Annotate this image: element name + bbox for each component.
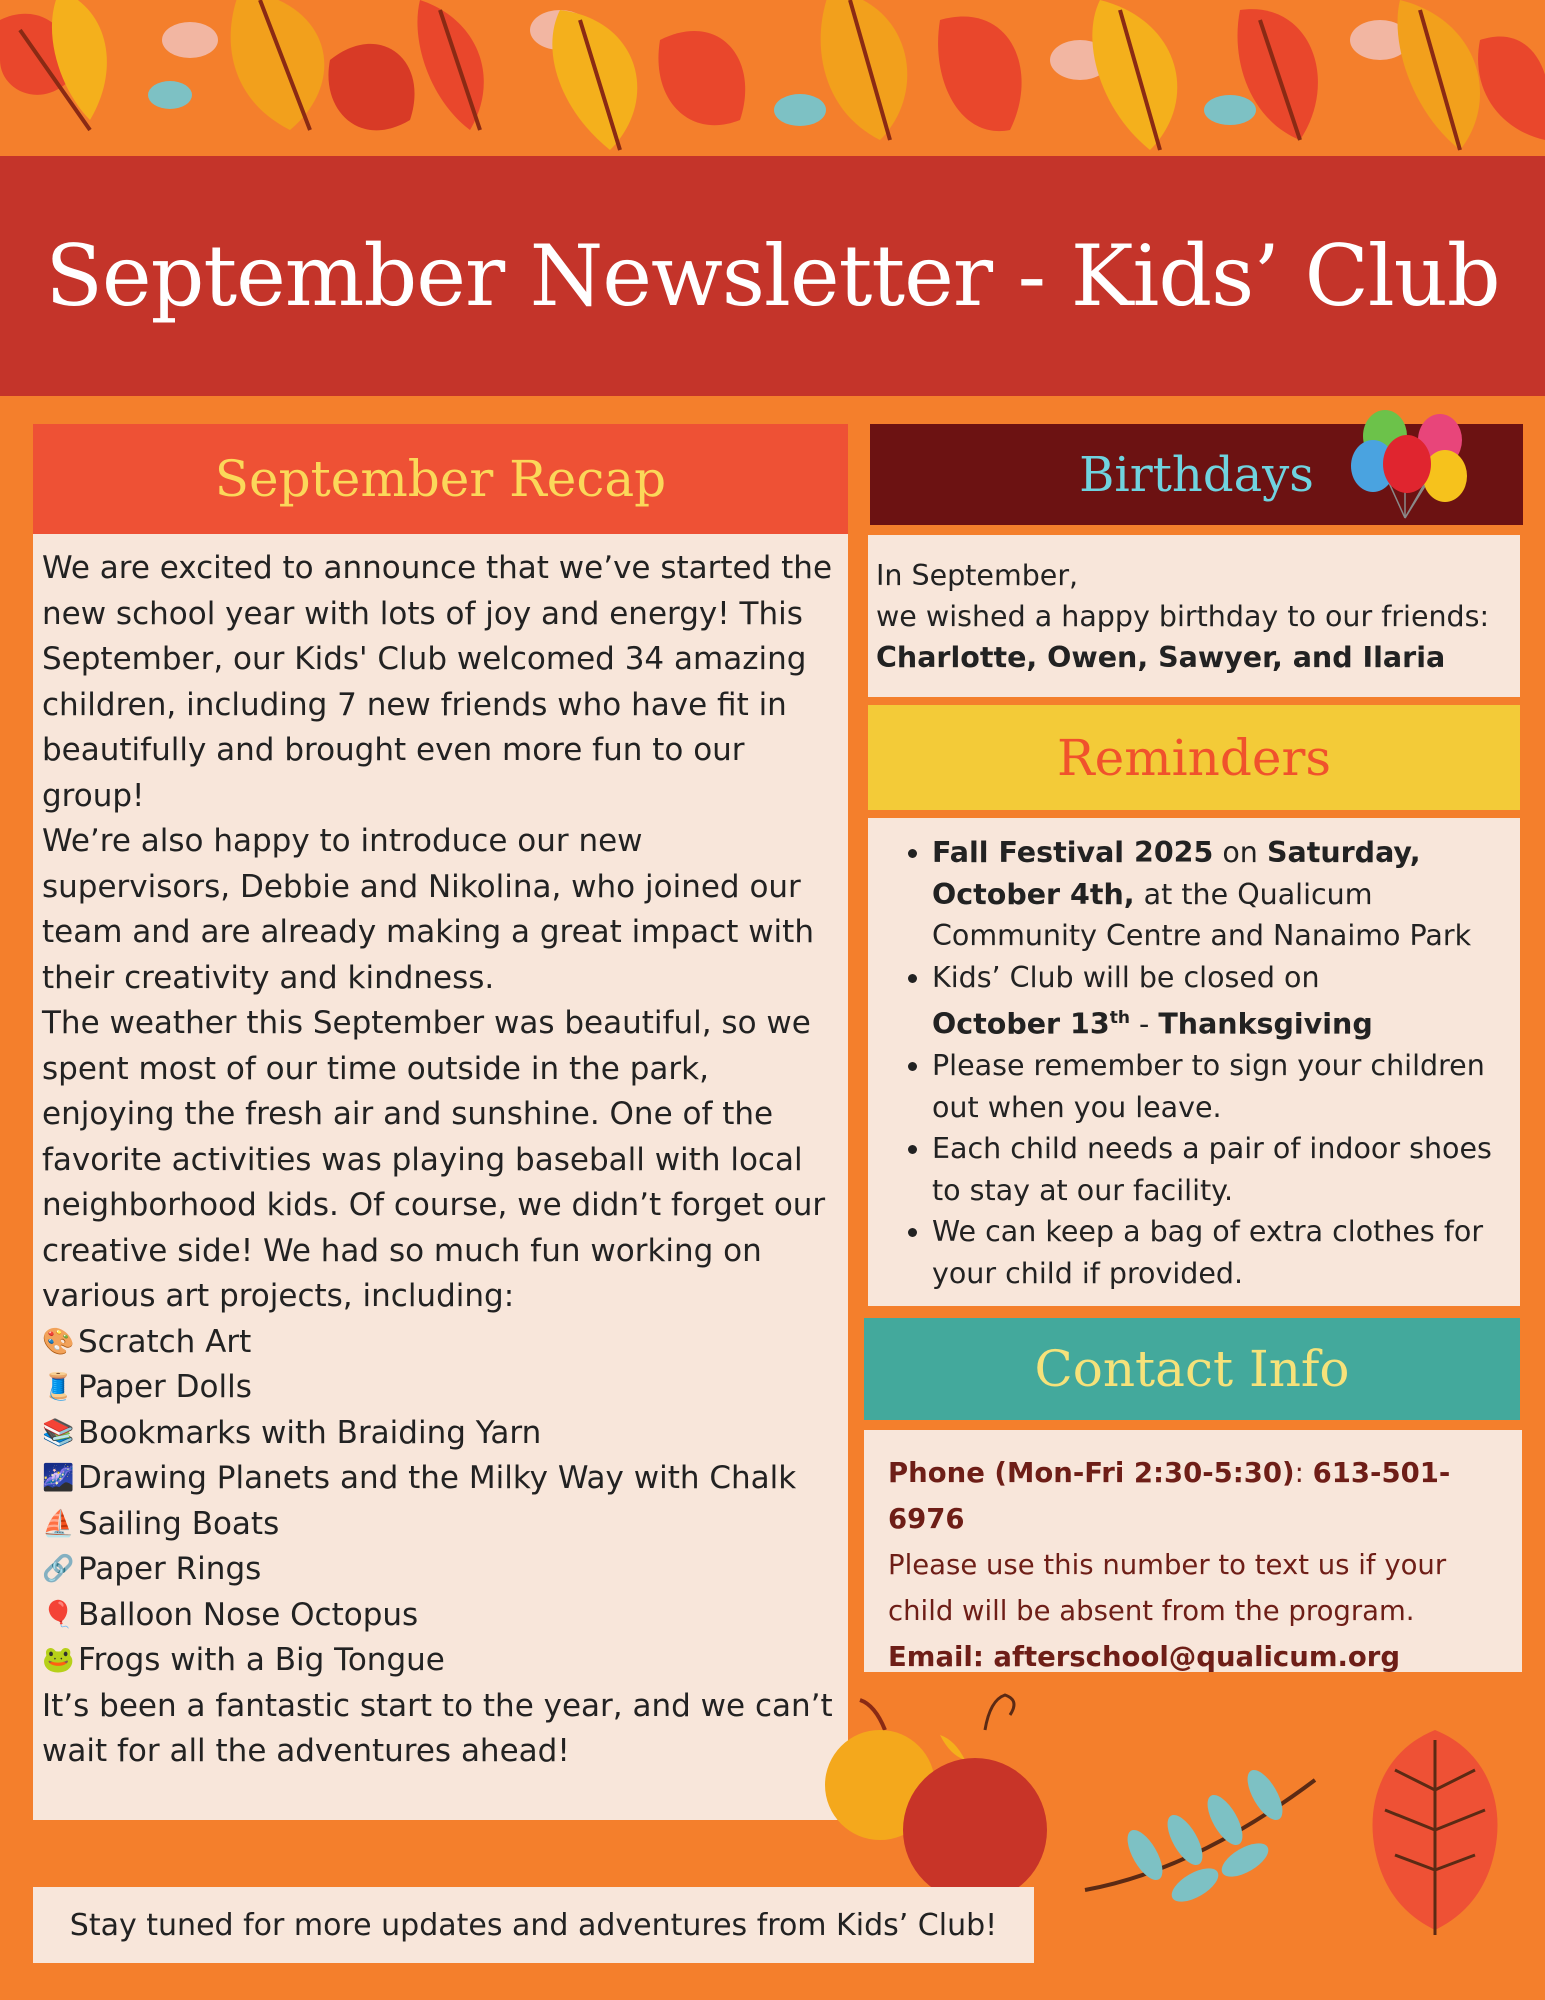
- apples-icon: [815, 1690, 1055, 1920]
- list-item: [42, 1502, 839, 1548]
- birthday-names: Charlotte, Owen, Sawyer, and Ilaria: [876, 641, 1446, 674]
- reminders-list: [868, 832, 1506, 1294]
- birthday-line-2: we wished a happy birthday to our friends:: [876, 600, 1490, 633]
- project-label: Bookmarks with Braiding Yarn: [78, 1414, 542, 1451]
- page-title: September Newsletter - Kids’ Club: [45, 227, 1500, 325]
- phone-sep: :: [1294, 1457, 1313, 1489]
- project-label: Drawing Planets and the Milky Way with Chalk: [78, 1460, 797, 1496]
- festival-place: at the Qualicum Community Centre and Nanaimo Park: [932, 877, 1472, 952]
- recap-header: [33, 424, 848, 534]
- autumn-leaves-border: [0, 0, 1545, 160]
- list-item: [932, 832, 1506, 957]
- list-item: [932, 1211, 1506, 1294]
- list-item: [932, 957, 1506, 1046]
- list-item: [932, 1045, 1506, 1128]
- recap-closing: It’s been a fantastic start to the year, and we can’t wait for all the adventures ahead!: [42, 1687, 833, 1769]
- list-item: [42, 1365, 839, 1411]
- list-item: [42, 1456, 839, 1502]
- recap-body: [33, 534, 848, 1820]
- list-item: [42, 1547, 839, 1593]
- project-label: Sailing Boats: [78, 1505, 280, 1542]
- footer-text: Stay tuned for more updates and adventures from Kids’ Club!: [69, 1907, 998, 1943]
- recap-heading: September Recap: [214, 450, 667, 508]
- phone-label: Phone (Mon-Fri 2:30-5:30): [888, 1457, 1295, 1489]
- phone-note: Please use this number to text us if your child will be absent from the program.: [888, 1549, 1447, 1627]
- reminders-body: [868, 818, 1520, 1306]
- branch-leaves-icon: [1075, 1760, 1335, 1920]
- contact-body: [864, 1430, 1522, 1672]
- closed-date: October 13: [932, 1007, 1110, 1041]
- oak-leaf-icon: [1355, 1720, 1515, 1940]
- closed-dash: -: [1129, 1007, 1159, 1041]
- project-label: Paper Rings: [78, 1551, 262, 1587]
- phone-number[interactable]: 613-501-6976: [888, 1457, 1451, 1535]
- sign-out-reminder: Please remember to sign your children out when you leave.: [932, 1049, 1485, 1124]
- festival-name: Fall Festival 2025: [932, 836, 1214, 869]
- footer-note: [33, 1887, 1034, 1963]
- frog-icon: 🐸: [42, 1645, 75, 1675]
- recap-intro: We are excited to announce that we’ve started the new school year with lots of joy and energy! This September, our Kids' Club welcomed 34 amazing children, including 7 new friends who have fit in beautifully and brought even more fun to our group!: [42, 550, 833, 814]
- palette-icon: 🎨: [42, 1326, 75, 1357]
- project-label: Scratch Art: [78, 1323, 252, 1360]
- contact-heading: Contact Info: [1034, 1340, 1350, 1398]
- project-label: Frogs with a Big Tongue: [78, 1642, 445, 1678]
- birthday-line-1: In September,: [876, 559, 1079, 592]
- project-label: Paper Dolls: [78, 1369, 252, 1405]
- list-item: [42, 1411, 839, 1457]
- festival-date: Saturday, October 4th,: [932, 836, 1421, 911]
- list-item: [42, 1593, 839, 1639]
- closed-text: Kids’ Club will be closed on: [932, 960, 1320, 994]
- books-icon: 📚: [42, 1417, 75, 1448]
- closed-suffix: th: [1109, 1008, 1130, 1028]
- birthdays-heading: Birthdays: [1079, 446, 1314, 503]
- reminders-header: [868, 705, 1520, 810]
- recap-supervisors: We’re also happy to introduce our new supervisors, Debbie and Nikolina, who joined our team and are already making a great impact with their creativity and kindness.: [42, 823, 814, 996]
- recap-weather: The weather this September was beautiful, so we spent most of our time outside in the park, enjoying the fresh air and sunshine. One of the favorite activities was playing baseball with local neighborhood kids. Of course, we didn’t forget our creative side! We had so much fun working on various art projects, including:: [42, 1005, 826, 1314]
- sailboat-icon: ⛵: [42, 1508, 75, 1539]
- title-banner: [0, 156, 1545, 396]
- reminders-heading: Reminders: [1057, 728, 1331, 787]
- clothes-reminder: We can keep a bag of extra clothes for your child if provided.: [932, 1215, 1484, 1290]
- birthdays-body: [868, 535, 1520, 697]
- list-item: [42, 1638, 839, 1684]
- shoes-reminder: Each child needs a pair of indoor shoes to stay at our facility.: [932, 1132, 1492, 1207]
- closed-reason: Thanksgiving: [1158, 1007, 1373, 1041]
- art-projects-list: [42, 1320, 839, 1684]
- contact-header: [864, 1318, 1520, 1420]
- list-item: [932, 1128, 1506, 1211]
- list-item: [42, 1320, 839, 1366]
- email-link[interactable]: afterschool@qualicum.org: [993, 1641, 1401, 1673]
- balloons-icon: [1345, 408, 1475, 528]
- leaf-decoration: [0, 0, 1545, 150]
- thread-icon: 🧵: [42, 1372, 75, 1402]
- project-label: Balloon Nose Octopus: [78, 1596, 419, 1633]
- balloon-icon: 🎈: [42, 1599, 75, 1630]
- link-icon: 🔗: [42, 1554, 75, 1584]
- milky-way-icon: 🌌: [42, 1463, 75, 1493]
- email-label: Email:: [888, 1641, 994, 1673]
- festival-on: on: [1213, 836, 1267, 869]
